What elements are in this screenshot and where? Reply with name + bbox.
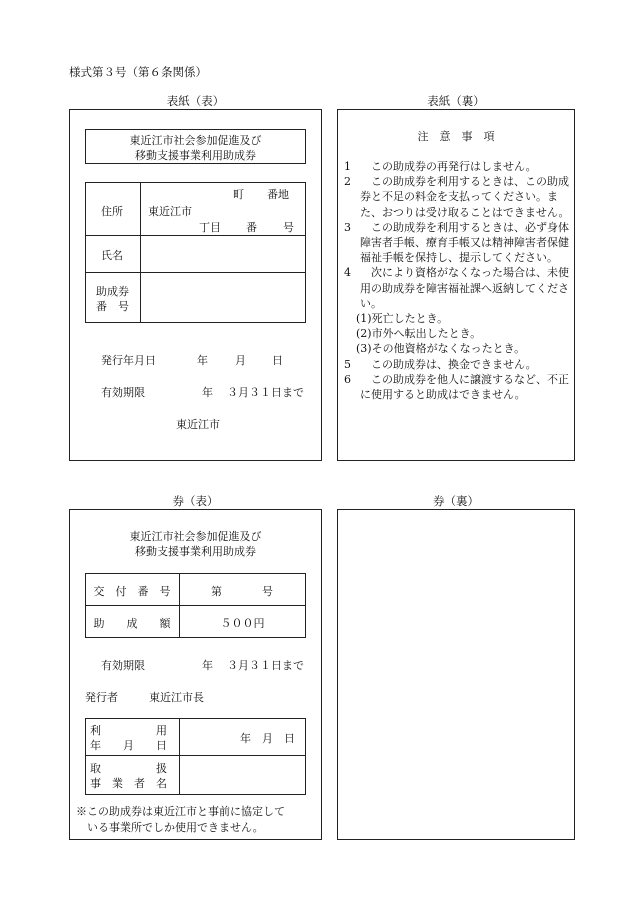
address-city: 東近江市 xyxy=(148,205,192,218)
table-divider xyxy=(140,182,141,323)
ticket-back-panel xyxy=(337,509,575,840)
issue-date-label: 発行年月日 xyxy=(101,354,156,367)
issuer-value: 東近江市長 xyxy=(149,691,204,704)
issue-month: 月 xyxy=(235,354,246,367)
ticket-back-caption: 券（裏） xyxy=(433,494,479,508)
issuer-label: 発行者 xyxy=(85,691,118,704)
ticket-no-label-1: 助成券 xyxy=(96,285,129,298)
amount-label: 助 成 額 xyxy=(93,617,171,630)
table-divider xyxy=(179,718,180,795)
note-number: 1 xyxy=(344,160,351,173)
note-item xyxy=(344,220,574,266)
notes-heading: 注 意 事 項 xyxy=(417,130,495,143)
ticket-valid-label: 有効期限 xyxy=(101,659,145,672)
issue-day: 日 xyxy=(272,354,283,367)
subnote-item: (2)市外へ転出したとき。 xyxy=(356,327,482,341)
ticket-no-label-2: 番 号 xyxy=(96,300,129,313)
valid-label: 有効期限 xyxy=(101,386,145,399)
amount-value: ５００円 xyxy=(220,617,265,630)
address-chome: 丁目 xyxy=(199,221,221,234)
note-item xyxy=(344,174,574,220)
note-text: 次により資格がなくなった場合は、未使用の助成券を障害福祉課へ返納してください。 xyxy=(360,266,569,310)
footnote-line2: いる事業所でしか使用できません。 xyxy=(76,821,264,834)
ticket-title-line1: 東近江市社会参加促進及び xyxy=(129,530,262,543)
name-label: 氏名 xyxy=(101,249,123,262)
address-cho: 町 xyxy=(233,188,244,201)
issue-no-go: 号 xyxy=(262,585,273,598)
notes-list xyxy=(344,159,574,402)
cover-front-title-line2: 移動支援事業利用助成券 xyxy=(135,149,256,162)
note-text: この助成券を他人に譲渡するなど、不正に使用すると助成はできません。 xyxy=(360,372,569,402)
address-banchi: 番地 xyxy=(267,188,289,201)
note-item xyxy=(344,357,574,372)
note-item xyxy=(344,159,574,174)
note-item xyxy=(344,372,574,402)
note-text: この助成券を利用するときは、必ず身体障害者手帳、療育手帳又は精神障害者保健福祉手帳を保持し、提示してください。 xyxy=(360,220,569,265)
note-item xyxy=(344,265,574,311)
use-date-label-1: 利 用 xyxy=(90,724,167,737)
issuer: 東近江市 xyxy=(176,418,220,431)
table-divider xyxy=(85,755,306,756)
issue-year: 年 xyxy=(197,354,208,367)
address-label: 住所 xyxy=(101,205,123,218)
ticket-valid-until: ３月３１日まで xyxy=(227,659,304,672)
ticket-title-line2: 移動支援事業利用助成券 xyxy=(135,545,256,558)
table-divider xyxy=(85,605,306,606)
provider-label-1: 取 扱 xyxy=(90,762,167,775)
table-divider xyxy=(85,235,306,236)
table-divider xyxy=(85,272,306,273)
cover-front-caption: 表紙（表） xyxy=(166,94,225,108)
cover-back-caption: 表紙（裏） xyxy=(427,94,485,108)
form-label: 様式第３号（第６条関係） xyxy=(69,65,207,79)
note-number: 4 xyxy=(344,266,351,280)
address-go: 号 xyxy=(283,221,294,234)
note-text: この助成券は、換金できません。 xyxy=(360,357,537,371)
issue-no-label: 交 付 番 号 xyxy=(93,585,171,598)
cover-front-title-line1: 東近江市社会参加促進及び xyxy=(129,134,262,147)
footnote-line1: ※この助成券は東近江市と事前に協定して xyxy=(76,805,285,818)
address-ban: 番 xyxy=(246,221,257,234)
valid-year: 年 xyxy=(202,386,213,399)
note-text: この助成券を利用するときは、この助成券と不足の料金を支払ってください。また、おつりは受け取ることはできません。 xyxy=(360,175,570,219)
subnote-item: (3)その他資格がなくなったとき。 xyxy=(356,342,526,356)
issue-no-dai: 第 xyxy=(211,585,222,598)
note-text: この助成券の再発行はしません。 xyxy=(360,160,537,173)
provider-label-2: 事 業 者 名 xyxy=(90,777,167,790)
note-number: 5 xyxy=(344,357,351,371)
ticket-valid-year: 年 xyxy=(202,659,213,672)
note-number: 3 xyxy=(344,220,351,234)
valid-until: ３月３１日まで xyxy=(227,386,304,399)
note-number: 6 xyxy=(344,372,351,386)
ticket-front-caption: 券（表） xyxy=(172,494,219,508)
use-date-label-2: 年 月 日 xyxy=(90,739,167,752)
use-date-value: 年 月 日 xyxy=(240,732,295,745)
note-number: 2 xyxy=(344,175,351,189)
subnote-item: (1)死亡したとき。 xyxy=(356,312,449,326)
